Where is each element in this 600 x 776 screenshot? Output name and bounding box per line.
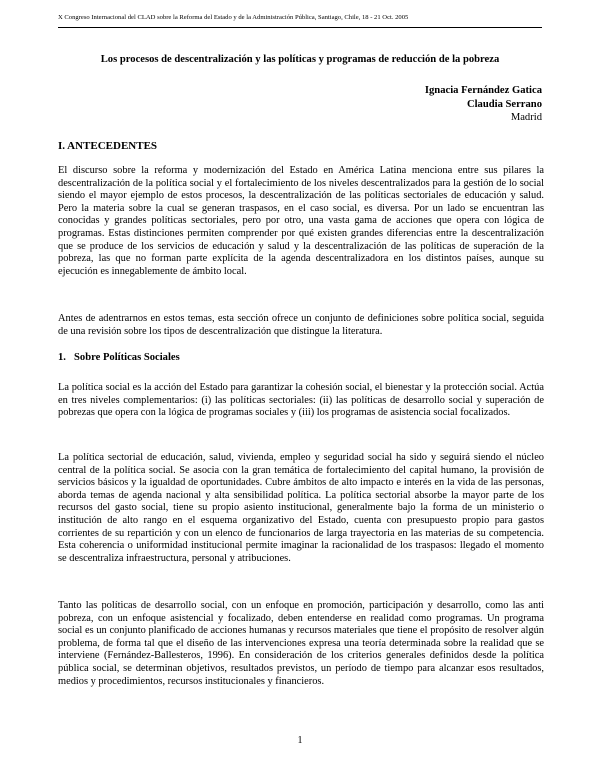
running-header: X Congreso Internacional del CLAD sobre la Reforma del Estado y de la Administración Pública, Santiago, Chile, 18 - 21 Oct. 2005 (58, 14, 409, 21)
subsection-heading (58, 352, 180, 363)
paper-title: Los procesos de descentralización y las políticas y programas de reducción de la pobreza (100, 54, 500, 65)
header-rule (58, 27, 542, 28)
author-name: Claudia Serrano (466, 98, 542, 110)
section-heading: I. ANTECEDENTES (58, 140, 158, 152)
body-paragraph: La política sectorial de educación, salud, vivienda, empleo y seguridad social ha sido y seguirá siendo el núcleo central de la política social. Se asocia con la gran temática de fortalecimiento del capital humano, la provisión de servicios básicos y la igualdad de oportunidades. Cubre ámbitos de alto impacto e interés en la vida de las personas, aborda temas de agenda nacional y alta sensibilidad política. La política sectorial absorbe la mayor parte de los recursos del gasto social, tiene su propio asiento institucional, generalmente bajo la forma de un ministerio o institución de alto rango en el esquema organizativo del Estado, cuenta con presupuesto propio para gastos corrientes de su repartición y con un elenco de funcionarios de larga trayectoria en las materias de su competencia. Esta coherencia o uniformidad institucional permite imaginar la racionalidad de los traspasos: llegado el momento se descentraliza infraestructura, personal y atribuciones. (58, 452, 544, 564)
author-name: Ignacia Fernández Gatica (424, 85, 542, 96)
body-paragraph: Tanto las políticas de desarrollo social, con un enfoque en promoción, participación y desarrollo, como las anti pobreza, con un enfoque asistencial y focalizado, deben entenderse en realidad como programas. Un programa social es un conjunto planificado de acciones humanas y recursos materiales que tiene el propósito de resolver algún problema, de forma tal que el diseño de las intervenciones expresa una teoría determinada sobre la realidad que se interviene (Fernández-Ballesteros, 1996). En consideración de los criterios generales definidos desde la política pública social, se determinan objetivos, resultados previstos, un período de tiempo para alcanzar esos resultados, medios y procedimientos, recursos institucionales y financieros. (58, 600, 544, 687)
body-paragraph: Antes de adentrarnos en estos temas, esta sección ofrece un conjunto de definiciones sobre política social, seguida de una revisión sobre los tipos de descentralización que distingue la literatura. (58, 313, 544, 337)
subsection-number: 1. (58, 352, 66, 363)
author-block (425, 84, 542, 125)
body-paragraph: La política social es la acción del Estado para garantizar la cohesión social, el bienestar y la protección social. Actúa en tres niveles complementarios: (i) las políticas sectoriales: (ii) las políticas de desarrollo social y superación de pobrezas que opera con la lógica de programas sociales y (iii) los programas de asistencia social focalizados. (58, 382, 544, 419)
page-number: 1 (297, 735, 303, 746)
subsection-title: Sobre Políticas Sociales (74, 352, 180, 363)
author-location: Madrid (510, 112, 542, 123)
body-paragraph: El discurso sobre la reforma y modernización del Estado en América Latina menciona entre sus pilares la descentralización de la política social y el fortalecimiento de los niveles descentralizados para la gestión de lo social siendo el mayor ejemplo de estos procesos, la descentralización de las políticas sectoriales de educación y salud. Pero la materia sobre la cual se generan traspasos, en el caso social, es diversa. Por un lado se encuentran las conocidas y grandes políticas sectoriales, pero por otro, una vasta gama de acciones que opera con lógica de programas. Estas distinciones permiten comprender por qué existen grandes diferencias entre la descentralización que se produce de los servicios de educación y salud y la descentralización de las políticas de superación de la pobreza, las que no forman parte explícita de la agenda descentralizadora en los distintos países, aunque su ejecución es innegablemente de ámbito local. (58, 165, 544, 277)
